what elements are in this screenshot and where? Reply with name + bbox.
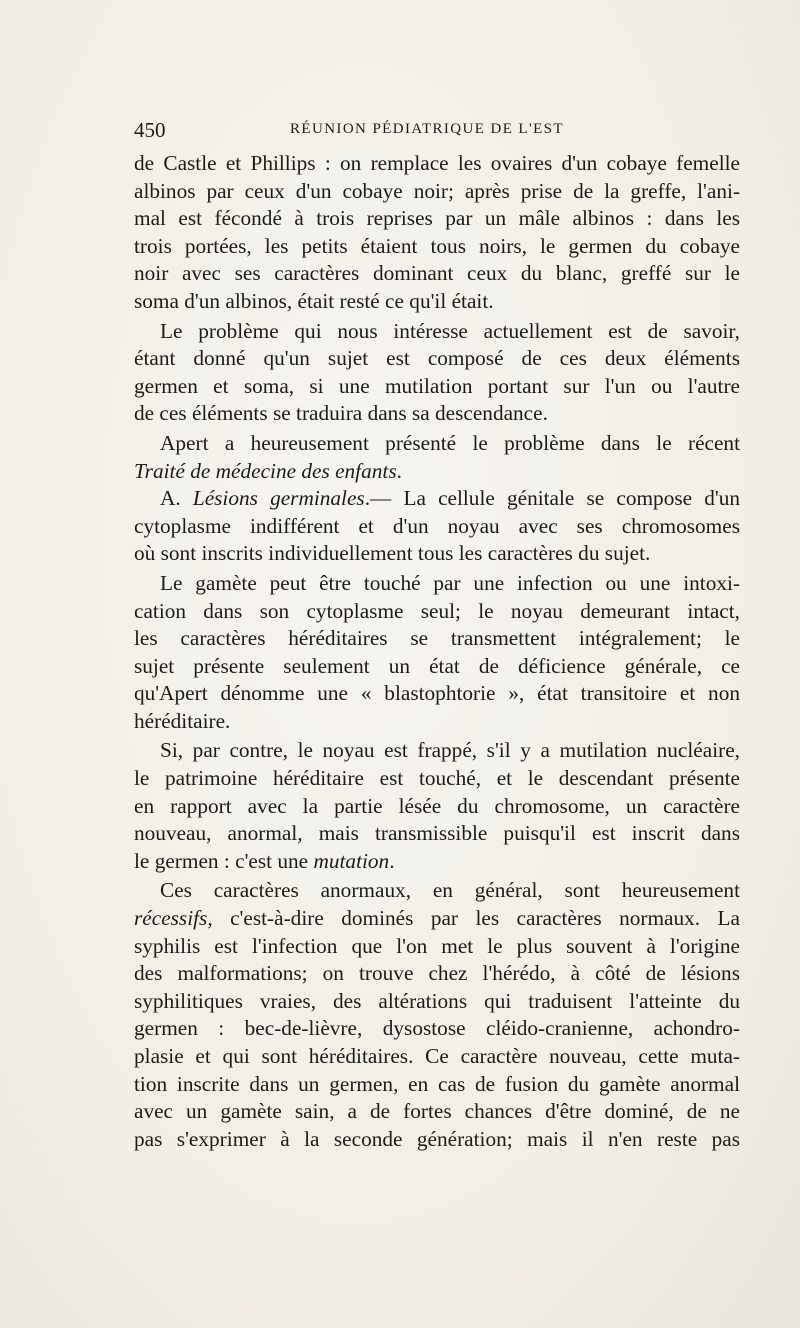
page-number: 450 — [134, 118, 166, 142]
text-line: cytoplasme indifférent et d'un noyau avec ses chromosomes — [134, 513, 740, 538]
text-line: tion inscrite dans un germen, en cas de fusion du gamète anormal — [134, 1071, 740, 1096]
text-line: avec un gamète sain, a de fortes chances d'être dominé, de ne — [134, 1099, 740, 1124]
term-recessifs: récessifs — [134, 906, 208, 931]
text-line: cation dans son cytoplasme seul; le noyau demeurant intact, — [134, 598, 740, 623]
text-line: sujet présente seulement un état de déficience générale, ce — [134, 653, 740, 678]
text-line: de ces éléments se traduira dans sa descendance. — [134, 401, 548, 426]
text-line: héréditaire. — [134, 708, 231, 733]
text-line: syphilitiques vraies, des altérations qui traduisent l'atteinte du — [134, 988, 740, 1013]
section-heading: Lésions germinales — [192, 486, 365, 511]
text-line: récessifs, c'est-à-dire dominés par les caractères normaux. La — [134, 906, 740, 931]
text-line: mal est fécondé à trois reprises par un mâle albinos : dans les — [134, 206, 740, 231]
text-line: nouveau, anormal, mais transmissible puisqu'il est inscrit dans — [134, 821, 740, 846]
body-text — [134, 150, 740, 1153]
text-line: le germen : c'est une mutation. — [134, 848, 395, 873]
text-line: étant donné qu'un sujet est composé de ces deux éléments — [134, 346, 740, 371]
text-line: syphilis est l'infection que l'on met le plus souvent à l'origine — [134, 933, 740, 958]
text-line: le patrimoine héréditaire est touché, et le descendant présente — [134, 766, 740, 791]
text-line: albinos par ceux d'un cobaye noir; après prise de la greffe, l'ani- — [134, 178, 740, 203]
text-line: où sont inscrits individuellement tous les caractères du sujet. — [134, 541, 651, 566]
text-line: de Castle et Phillips : on remplace les ovaires d'un cobaye femelle — [134, 151, 740, 175]
text-line: germen et soma, si une mutilation portant sur l'un ou l'autre — [134, 373, 740, 398]
book-title: Traité de médecine des enfants — [134, 458, 397, 483]
text-line: Apert a heureusement présenté le problème dans le récent — [160, 430, 740, 455]
text-line: noir avec ses caractères dominant ceux du blanc, greffé sur le — [134, 261, 740, 286]
text-line: soma d'un albinos, était resté ce qu'il était. — [134, 288, 494, 313]
page-header — [134, 118, 740, 146]
text-line: plasie et qui sont héréditaires. Ce caractère nouveau, cette muta- — [134, 1044, 740, 1068]
running-head: RÉUNION PÉDIATRIQUE DE L'EST — [290, 121, 564, 137]
text-line: qu'Apert dénomme une « blastophtorie », état transitoire et non — [134, 681, 740, 706]
text-line: germen : bec-de-lièvre, dysostose cléido-cranienne, achondro- — [134, 1016, 740, 1041]
text-line: A. Lésions germinales.— La cellule génitale se compose d'un — [160, 486, 740, 511]
text-line: Le problème qui nous intéresse actuellement est de savoir, — [160, 318, 740, 343]
text-line: en rapport avec la partie lésée du chromosome, un caractère — [134, 793, 740, 818]
text-line: Le gamète peut être touché par une infection ou une intoxi- — [160, 570, 740, 595]
text-line: les caractères héréditaires se transmettent intégralement; le — [134, 626, 740, 651]
text-line: trois portées, les petits étaient tous noirs, le germen du cobaye — [134, 233, 740, 258]
term-mutation: mutation — [313, 848, 390, 873]
text-line: pas s'exprimer à la seconde génération; mais il n'en reste pas — [134, 1126, 740, 1151]
text-line: Ces caractères anormaux, en général, sont heureusement — [160, 878, 740, 903]
text-line: Traité de médecine des enfants. — [134, 458, 402, 483]
text-line: des malformations; on trouve chez l'hérédo, à côté de lésions — [134, 961, 740, 986]
text-line: Si, par contre, le noyau est frappé, s'il y a mutilation nucléaire, — [160, 738, 740, 763]
